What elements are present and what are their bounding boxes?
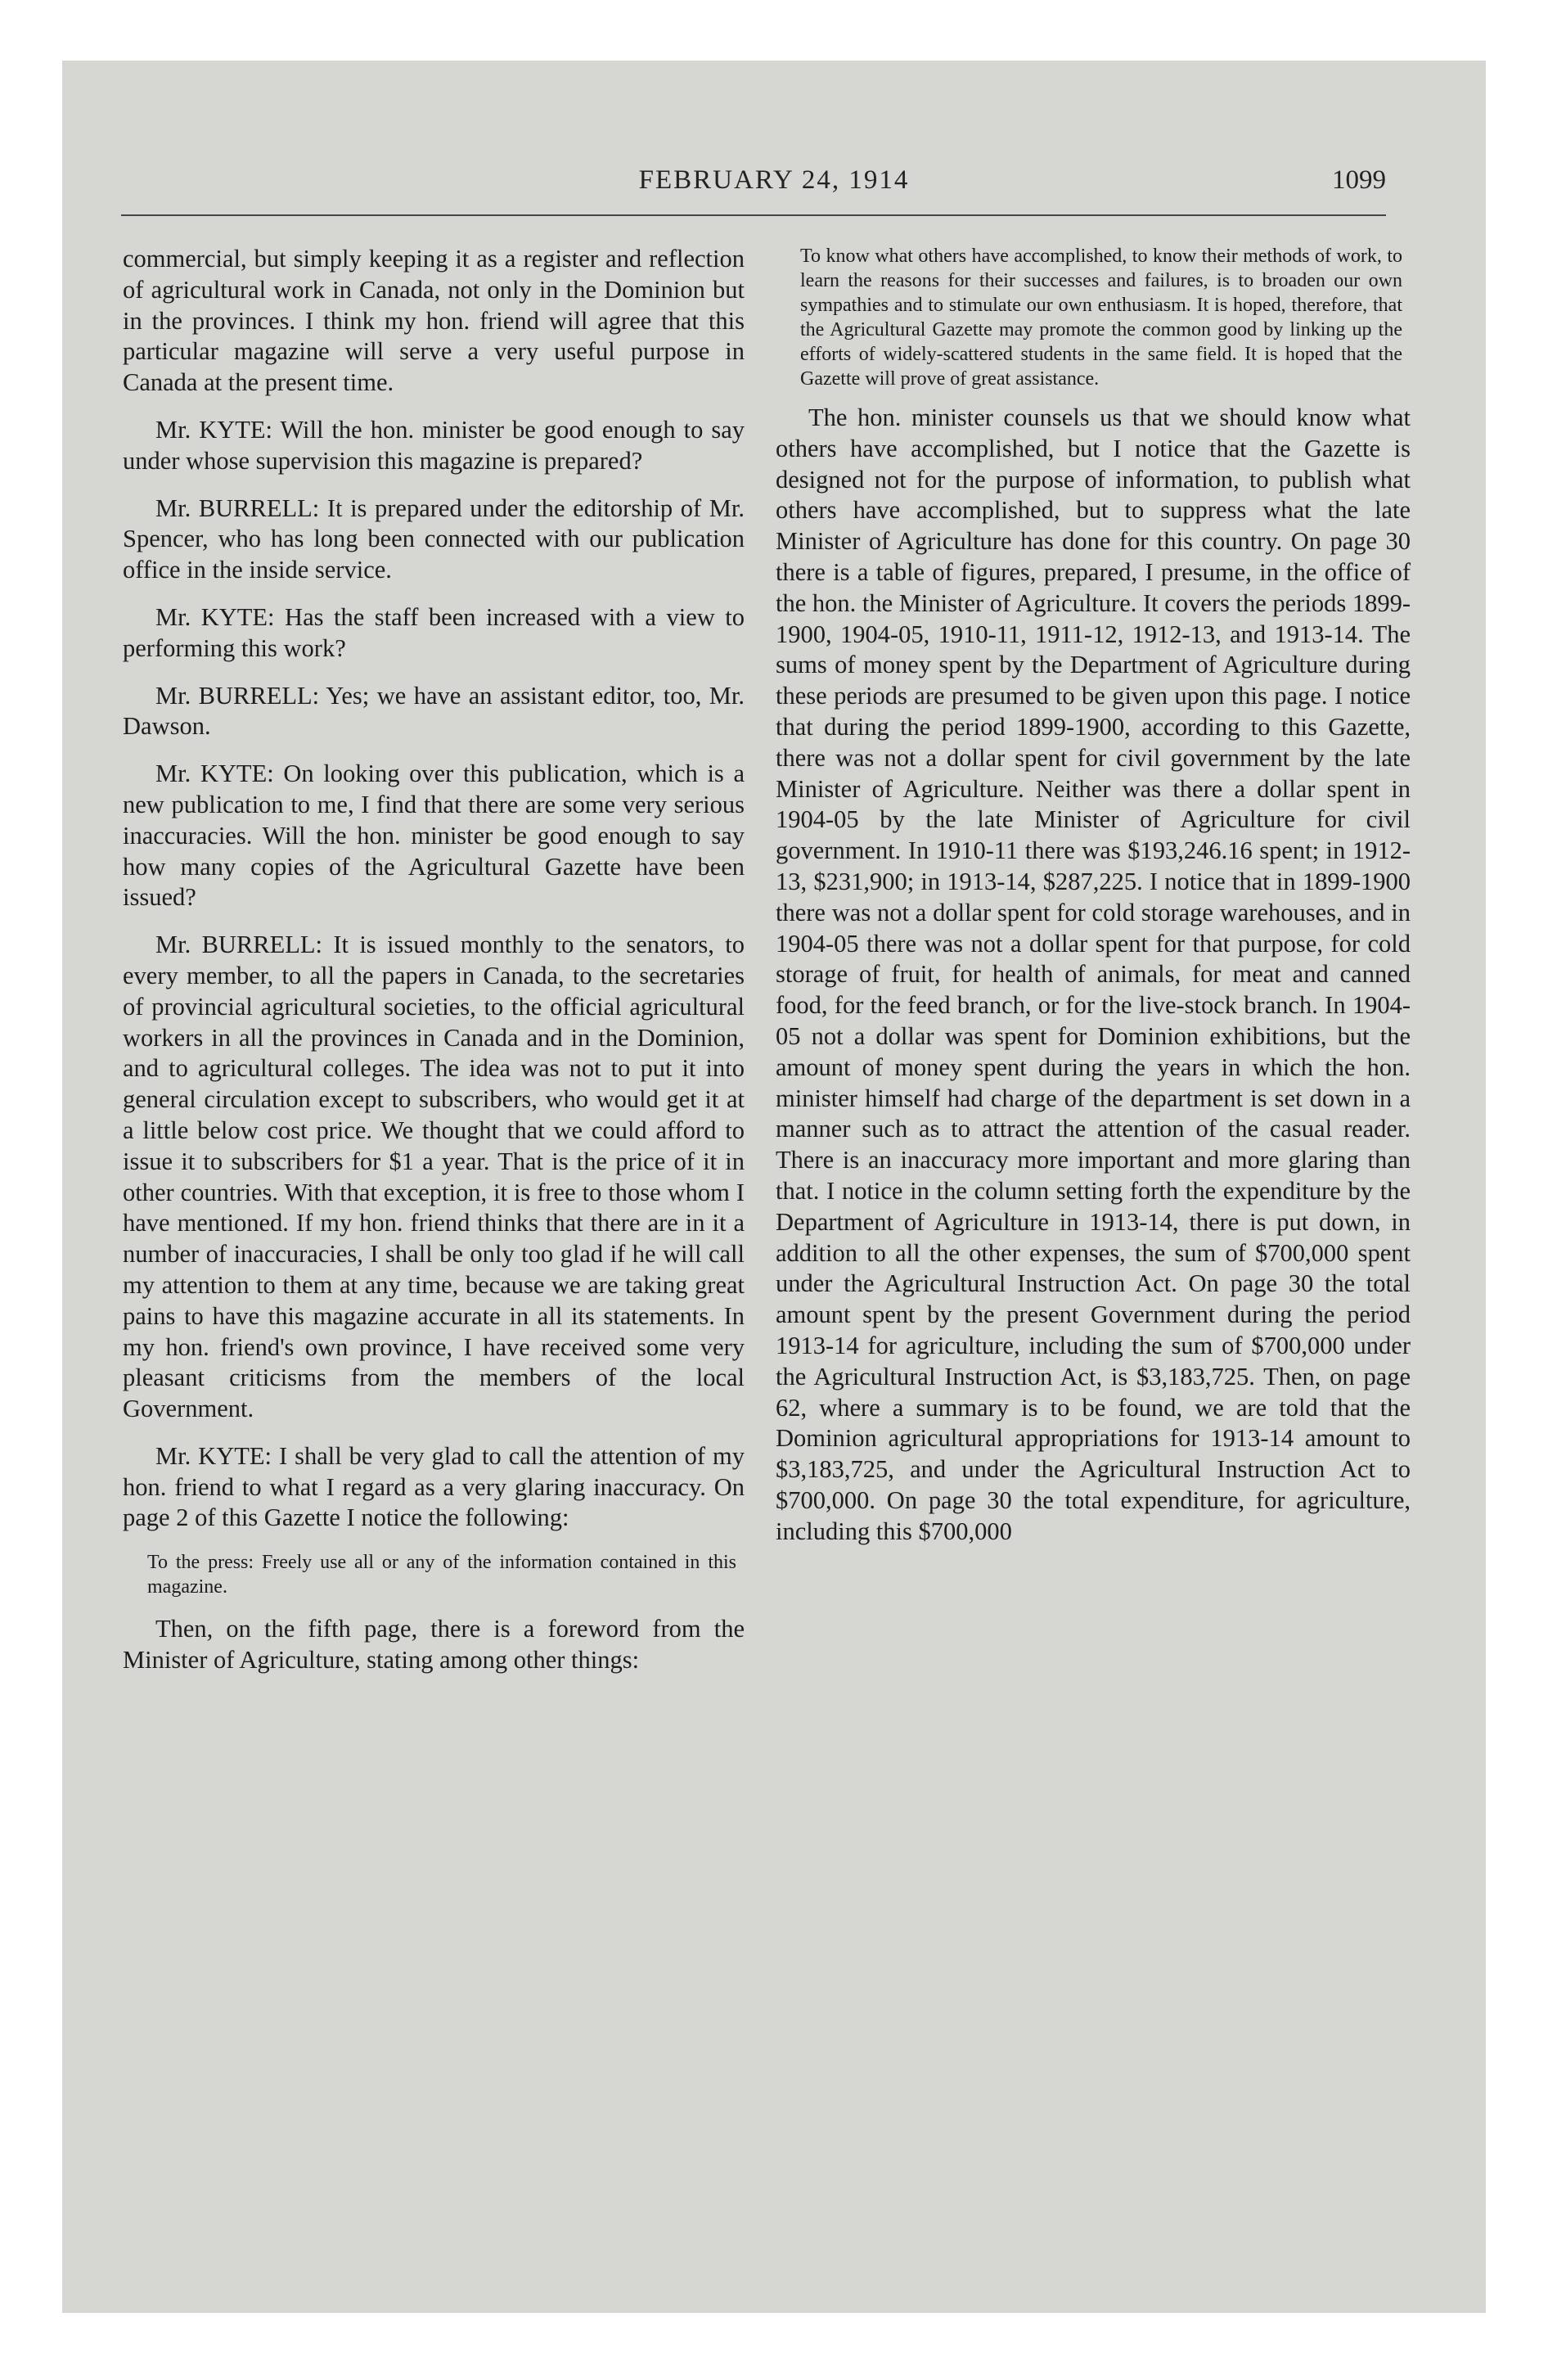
page-number: 1099 <box>1332 165 1386 195</box>
paragraph: Mr. BURRELL: It is prepared under the editorship of Mr. Spencer, who has long been connected with our publication office in the inside service. <box>123 494 745 584</box>
paragraph: Mr. BURRELL: It is issued monthly to the senators, to every member, to all the papers in Canada, to the secretaries of provincial agricultural societies, to the official agricultural workers in all the provinces in Canada and in the Dominion, and to agricultural colleges. The idea was not to put it into general circulation except to subscribers, who would get it at a little below cost price. We thought that we could afford to issue it to subscribers for $1 a year. That is the price of it in other countries. With that exception, it is free to those whom I have mentioned. If my hon. friend thinks that there are in it a number of inaccuracies, I shall be only too glad if he will call my attention to them at any time, because we are taking great pains to have this magazine accurate in all its statements. In my hon. friend's own province, I have received some very pleasant criticisms from the members of the local Government. <box>123 931 745 1423</box>
block-quote: To know what others have accomplished, to know their methods of work, to learn the reasons for their successes and failures, is to broaden our own sympathies and to stimulate our own enthusiasm. It is hoped, therefore, that the Agricultural Gazette may promote the common good by linking up the efforts of widely-scattered students in the same field. It is hoped that the Gazette will prove of great assistance. <box>800 246 1402 390</box>
paragraph: Mr. KYTE: Will the hon. minister be good enough to say under whose supervision this magazine is prepared? <box>123 415 745 475</box>
page-sheet <box>62 61 1486 2313</box>
paragraph: The hon. minister counsels us that we should know what others have accomplished, but I notice that the Gazette is designed not for the purpose of information, to publish what others have accomplished, but to suppress what the late Minister of Agriculture has done for this country. On page 30 there is a table of figures, prepared, I presume, in the office of the hon. the Minister of Agriculture. It covers the periods 1899-1900, 1904-05, 1910-11, 1911-12, 1912-13, and 1913-14. The sums of money spent by the Department of Agriculture during these periods are presumed to be given upon this page. I notice that during the period 1899-1900, according to this Gazette, there was not a dollar spent for civil government by the late Minister of Agriculture. Neither was there a dollar spent in 1904-05 by the late Minister of Agriculture for civil government. In 1910-11 there was $193,246.16 spent; in 1912-13, $231,900; in 1913-14, $287,225. I notice that in 1899-1900 there was not a dollar spent for cold storage warehouses, and in 1904-05 there was not a dollar spent for that purpose, for cold storage of fruit, for health of animals, for meat and canned food, for the feed branch, or for the live-stock branch. In 1904-05 not a dollar was spent for Dominion exhibitions, but the amount of money spent during the years in which the hon. minister himself had charge of the department is set down in a manner such as to attract the attention of the casual reader. There is an inaccuracy more important and more glaring than that. I notice in the column setting forth the expenditure by the Department of Agriculture in 1913-14, there is put down, in addition to all the other expenses, the sum of $700,000 spent under the Agricultural Instruction Act. On page 30 the total amount spent by the present Government during the period 1913-14 for agriculture, including the sum of $700,000 under the Agricultural Instruction Act, is $3,183,725. Then, on page 62, where a summary is to be found, we are told that the Dominion agricultural appropriations for 1913-14 amount to $3,183,725, and under the Agricultural Instruction Act to $700,000. On page 30 the total expenditure, for agriculture, including this $700,000 <box>776 403 1411 1545</box>
left-column <box>123 244 745 1693</box>
running-header <box>62 165 1486 198</box>
paragraph: Mr. BURRELL: Yes; we have an assistant editor, too, Mr. Dawson. <box>123 681 745 741</box>
paragraph: commercial, but simply keeping it as a register and reflection of agricultural work in Canada, not only in the Dominion but in the provinces. I think my hon. friend will agree that this particular magazine will serve a very useful purpose in Canada at the present time. <box>123 245 745 397</box>
header-date: FEBRUARY 24, 1914 <box>638 165 910 195</box>
paragraph: Mr. KYTE: I shall be very glad to call the attention of my hon. friend to what I regard as a very glaring inaccuracy. On page 2 of this Gazette I notice the following: <box>123 1441 745 1532</box>
right-column <box>776 244 1411 1563</box>
header-rule <box>121 214 1386 216</box>
paragraph: Mr. KYTE: Has the staff been increased with a view to performing this work? <box>123 602 745 662</box>
block-quote: To the press: Freely use all or any of the information contained in this magazine. <box>147 1552 736 1598</box>
paragraph: Then, on the fifth page, there is a foreword from the Minister of Agriculture, stating among other things: <box>123 1615 745 1675</box>
paragraph: Mr. KYTE: On looking over this publication, which is a new publication to me, I find that there are some very serious inaccuracies. Will the hon. minister be good enough to say how many copies of the Agricultural Gazette have been issued? <box>123 760 745 912</box>
